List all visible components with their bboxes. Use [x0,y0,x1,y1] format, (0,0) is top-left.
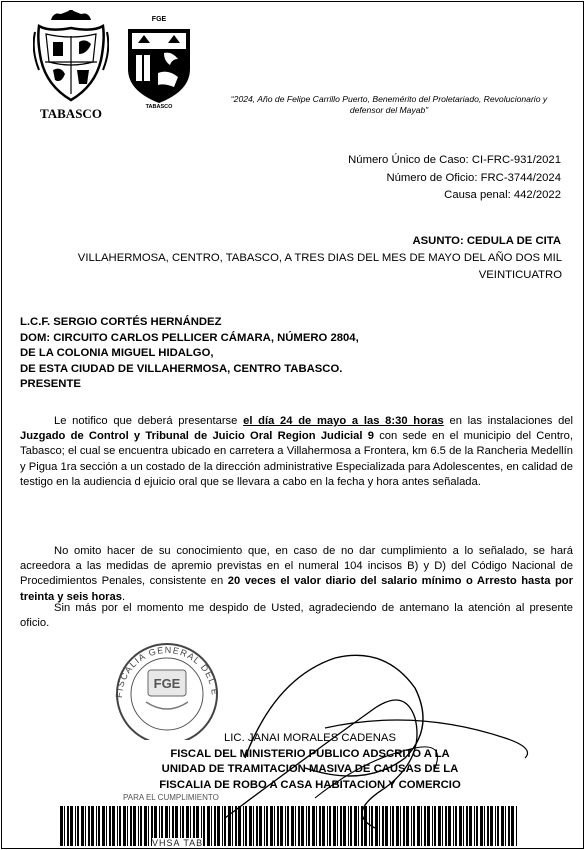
motto-line-1: “2024, Año de Felipe Carrillo Puerto, Benemérito del Proletariado, Revolucionario y [230,94,548,104]
barcode-bar [322,806,325,846]
body-paragraph-3 [20,601,573,631]
barcode-bar [501,806,504,846]
barcode-bar [369,806,370,846]
barcode-bar [280,806,283,846]
barcode-bar [253,806,254,846]
barcode-bar [379,806,380,846]
barcode-bar [333,806,336,846]
barcode-bar [417,806,420,846]
signature-note: PARA EL CUMPLIMIENTO [123,793,219,802]
barcode-bar [495,806,496,846]
barcode-bar [448,806,451,846]
fge-logo-top-label: FGE [151,16,167,23]
barcode-bar [259,806,262,846]
barcode-bar [245,806,247,846]
place-and-date [20,250,562,284]
barcode-bar [476,806,478,846]
p1-text-c: en las instalaciones del [443,415,573,427]
barcode-bar [77,806,79,846]
barcode-bar [463,806,464,846]
barcode-bar [287,806,289,846]
barcode-bar [400,806,401,846]
barcode-bar [343,806,346,846]
barcode-bar [123,806,126,846]
addressee-colony: DE LA COLONIA MIGUEL HIDALGO, [20,347,214,359]
appointment-datetime: el día 24 de mayo a las 8:30 horas [243,415,444,427]
barcode-bar [140,806,142,846]
barcode-bar [266,806,268,846]
barcode-bar [70,806,73,846]
p2-text-a: No omito hacer de su conocimiento que, en caso de no dar cumplimiento a lo señalado, se hará acreedora a las medidas de apremio previstas en el numeral 104 incisos B) y D) del Código Nacional de Procedimientos Penales, consistente en [20,545,573,588]
barcode-bar [350,806,352,846]
barcode-bar [459,806,462,846]
barcode-bar [497,806,499,846]
barcode-bar [96,806,97,846]
signer-title-1: FISCAL DEL MINISTERIO PUBLICO ADSCRITO A LA [170,747,450,760]
barcode-bar [301,806,304,846]
barcode-bar [308,806,310,846]
p2-text-c: . [121,590,126,603]
signer-block [100,731,520,793]
barcode-bar [364,806,367,846]
barcode-bar [243,806,244,846]
barcode-bar [361,806,363,846]
place-date-line-2: VEINTICUATRO [478,269,562,281]
barcode-bar [232,806,233,846]
barcode-bar [406,806,409,846]
barcode-bar [316,806,317,846]
barcode-bar [455,806,457,846]
barcode-bar [354,806,357,846]
case-info-block [348,152,561,205]
barcode-bar [144,806,147,846]
barcode-bar [432,806,433,846]
barcode-bar [256,806,258,846]
barcode-bar [106,806,107,846]
barcode-bar [238,806,241,846]
barcode-bar [490,806,493,846]
barcode-bar [358,806,359,846]
svg-text:FISCALIA GENERAL DEL ESTADO: FISCALIA GENERAL DEL E [113,644,221,699]
case-number: Número Único de Caso: CI-FRC-931/2021 [348,154,561,166]
barcode-bar [291,806,294,846]
barcode-bar [427,806,430,846]
criminal-case-number: Causa penal: 442/2022 [444,189,561,201]
barcode-bar [138,806,139,846]
barcode-bar [413,806,415,846]
addressee-block [20,315,359,393]
barcode-text: VHSA TAB [152,838,204,848]
barcode-bar [340,806,342,846]
barcode-bar [382,806,384,846]
barcode-bar [480,806,483,846]
motto-line-2: defensor del Mayab” [349,105,429,115]
place-date-line-1: VILLAHERMOSA, CENTRO, TABASCO, A TRES DIAS DEL MES DE MAYO DEL AÑO DOS MIL [77,252,562,264]
barcode-bar [67,806,69,846]
barcode-bar [511,806,514,846]
logo-tabasco-label: TABASCO [40,106,102,121]
barcode-bar [203,806,205,846]
barcode-bar [222,806,223,846]
barcode-bar [466,806,468,846]
p3-text: Sin más por el momento me despido de Usted, agradeciendo de antemano la atención al presente oficio. [20,602,573,630]
barcode-bar [371,806,373,846]
barcode-bar [319,806,321,846]
office-number: Número de Oficio: FRC-3744/2024 [386,171,561,184]
barcode-bar [442,806,443,846]
barcode-bar [60,806,63,846]
body-paragraph-2 [20,544,573,605]
barcode-bar [148,806,149,846]
barcode-bar [474,806,475,846]
barcode-bar [487,806,489,846]
barcode-bar [277,806,279,846]
barcode-bar [98,806,100,846]
svg-text:FGE: FGE [153,676,181,691]
barcode-bar [348,806,349,846]
barcode-bar [228,806,231,846]
p1-text-a: Le notifico que deberá presentarse [54,415,244,427]
barcode-bar [392,806,394,846]
barcode-bar [421,806,422,846]
barcode-bar [337,806,338,846]
barcode-bar [274,806,275,846]
barcode-bar [75,806,76,846]
barcode-bar [508,806,510,846]
barcode-bar [224,806,226,846]
barcode-bar [298,806,300,846]
year-motto [208,94,570,116]
barcode-bar [403,806,405,846]
barcode-bar [505,806,506,846]
barcode-bar [295,806,296,846]
fge-logo-bottom-label: TABASCO [145,104,173,110]
court-name: Juzgado de Control y Tribunal de Juicio Oral Region Judicial 9 [20,430,374,443]
barcode-bar [117,806,118,846]
p1-text-e: con sede en el municipio del Centro, Tabasco; el cual se encuentra ubicado en carretera a Villahermosa a Frontera, km 6.5 de la Rancheria Medellín y Pigua 1ra sección a un costado de la dirección administrative Especializada para Adolescentes, en calidad de testigo en la audiencia d ejuicio oral que se llevara a cabo en la fecha y hora antes señalada. [20,430,573,488]
barcode-bar [91,806,94,846]
barcode-bar [390,806,391,846]
barcode-bar [264,806,265,846]
barcode-bar [385,806,388,846]
barcode-bar [235,806,237,846]
barcode-bar [119,806,121,846]
barcode-bar [270,806,273,846]
barcode-bar [88,806,90,846]
barcode-bar [396,806,399,846]
barcode-bar [375,806,378,846]
barcode-bar [434,806,436,846]
barcode-bar [516,806,517,846]
barcode-bar [64,806,65,846]
barcode-bar [112,806,115,846]
barcode-bar [438,806,441,846]
signer-title-2: UNIDAD DE TRAMITACION MASIVA DE CAUSAS DE LA [161,763,459,775]
body-paragraph-1 [20,414,573,490]
barcode-bar [102,806,105,846]
barcode-bar [249,806,252,846]
barcode-bar [127,806,128,846]
tabasco-coat-of-arms-logo [33,10,109,121]
subject-line: ASUNTO: CEDULA DE CITA [412,235,561,247]
barcode-bar [211,806,212,846]
barcode-bar [285,806,286,846]
addressee-city: DE ESTA CIUDAD DE VILLAHERMOSA, CENTRO TABASCO. [20,362,343,375]
barcode-bar [445,806,447,846]
barcode-bar [214,806,216,846]
barcode-bar [329,806,331,846]
barcode-bar [130,806,132,846]
barcode-bar [207,806,210,846]
barcode-bar [424,806,426,846]
barcode-bar [327,806,328,846]
penalty-text: 20 veces el valor diario del salario mínimo o Arresto hasta por treinta y seis horas [20,575,573,603]
signer-name: LIC. JANAI MORALES CADENAS [223,732,396,744]
addressee-name: L.C.F. SERGIO CORTÉS HERNÁNDEZ [20,316,222,328]
barcode-bar [133,806,136,846]
barcode-bar [85,806,86,846]
barcode-bar [306,806,307,846]
barcode-bar [217,806,220,846]
barcode [60,806,520,846]
barcode-bar [453,806,454,846]
barcode-bar [484,806,485,846]
addressee-street: DOM: CIRCUITO CARLOS PELLICER CÁMARA, NÚMERO 2804, [20,331,359,344]
barcode-bar [109,806,111,846]
signer-title-3: FISCALIA DE ROBO A CASA HABITACION Y COMERCIO [159,778,461,791]
barcode-bar [312,806,315,846]
barcode-bar [411,806,412,846]
barcode-bar [469,806,472,846]
barcode-bar [81,806,84,846]
addressee-presente: PRESENTE [20,378,81,390]
